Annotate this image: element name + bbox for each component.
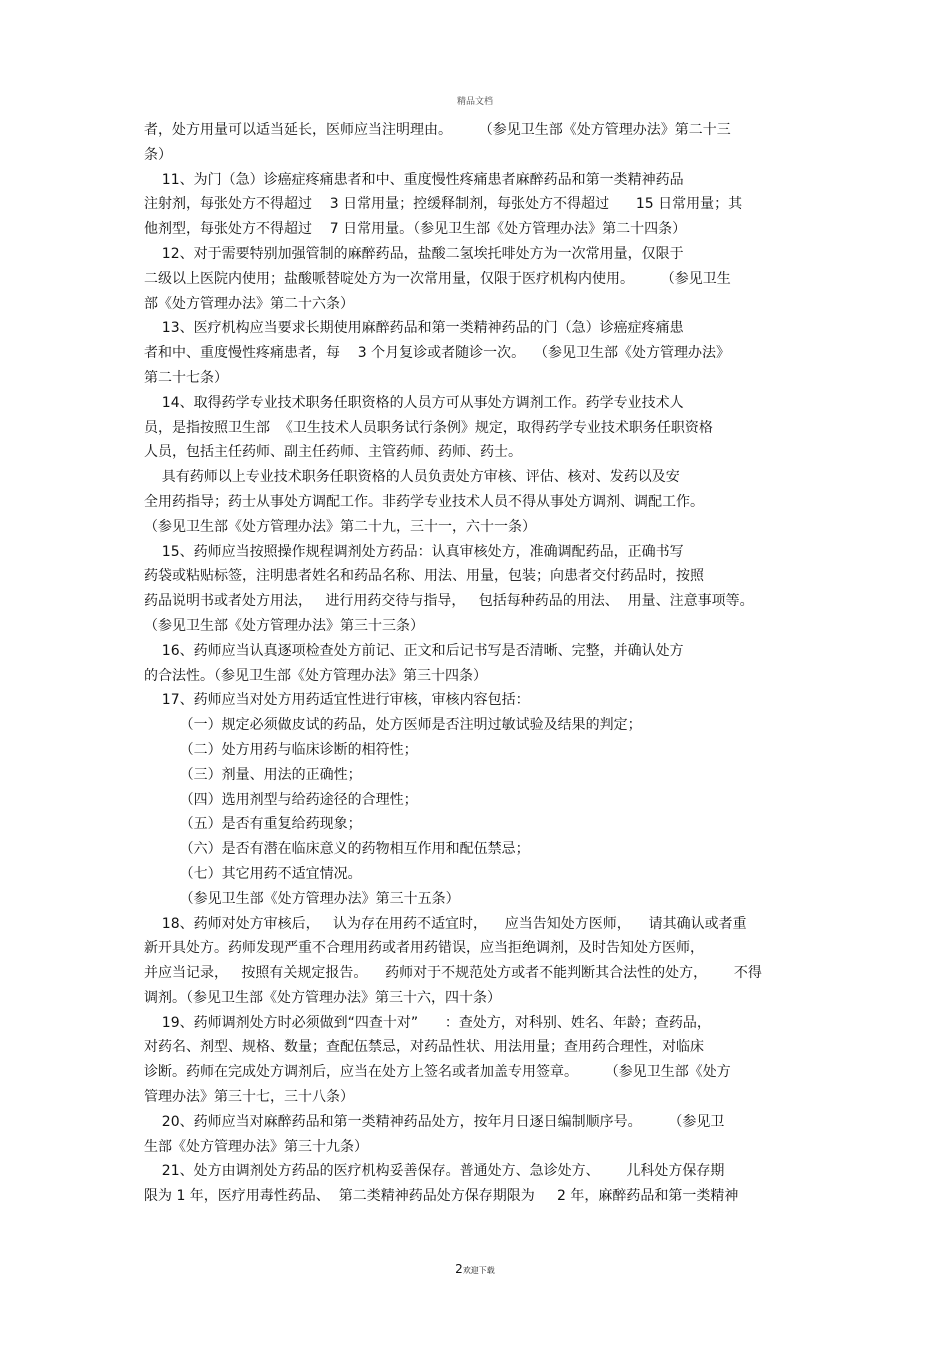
text-line: 对药名、剂型、规格、数量；查配伍禁忌，对药品性状、用法用量；查用药合理性，对临床 [144,1039,704,1056]
text-line: 的合法性。（参见卫生部《处方管理办法》第三十四条） [144,667,487,684]
text-line: 11、为门（急）诊癌症疼痛患者和中、重度慢性疼痛患者麻醉药品和第一类精神药品 [144,171,684,188]
text-line: 注射剂，每张处方不得超过 3 日常用量；控缓释制剂，每张处方不得超过 15 日常用量；其 [144,196,743,213]
text-line: 条） [144,146,172,163]
text-line: 二级以上医院内使用；盐酸哌替啶处方为一次常用量，仅限于医疗机构内使用。 （参见卫生 [144,270,731,287]
text-line: 者，处方用量可以适当延长，医师应当注明理由。 （参见卫生部《处方管理办法》第二十三 [144,122,731,138]
text-line: （参见卫生部《处方管理办法》第三十三条） [144,617,424,634]
text-line: 部《处方管理办法》第二十六条） [144,295,354,312]
text-line: （参见卫生部《处方管理办法》第二十九，三十一，六十一条） [144,518,536,535]
text-line: 具有药师以上专业技术职务任职资格的人员负责处方审核、评估、核对、发药以及安 [144,469,680,486]
text-line: 员，是指按照卫生部 《卫生技术人员职务试行条例》规定，取得药学专业技术职务任职资格 [144,419,713,436]
text-line: 药品说明书或者处方用法， 进行用药交待与指导， 包括每种药品的用法、 用量、注意事项等。 [144,593,754,610]
text-line: 人员，包括主任药师、副主任药师、主管药师、药师、药士。 [144,444,522,461]
text-line: 药袋或粘贴标签，注明患者姓名和药品名称、用法、用量，包装；向患者交付药品时，按照 [144,568,704,585]
text-line: 16、药师应当认真逐项检查处方前记、正文和后记书写是否清晰、完整，并确认处方 [144,642,684,659]
text-line: 全用药指导；药士从事处方调配工作。非药学专业技术人员不得从事处方调剂、调配工作。 [144,493,704,510]
text-line: 者和中、重度慢性疼痛患者，每 3 个月复诊或者随诊一次。 （参见卫生部《处方管理办法》 [144,345,731,362]
text-line: 12、对于需要特别加强管制的麻醉药品，盐酸二氢埃托啡处方为一次常用量，仅限于 [144,245,684,262]
text-line: （三）剂量、用法的正确性； [144,766,362,783]
page-footer [0,1262,950,1276]
text-line: 18、药师对处方审核后， 认为存在用药不适宜时， 应当告知处方医师， 请其确认或者重 [144,915,747,932]
page-number: 2 [455,1262,463,1276]
text-line: 19、药师调剂处方时必须做到“四查十对” ：查处方，对科别、姓名、年龄；查药品， [144,1014,711,1031]
text-line: （二）处方用药与临床诊断的相符性； [144,741,418,758]
text-line: 并应当记录， 按照有关规定报告。 药师对于不规范处方或者不能判断其合法性的处方， 不得 [144,965,762,982]
text-line: 生部《处方管理办法》第三十九条） [144,1138,368,1155]
text-line: 管理办法》第三十七，三十八条） [144,1089,354,1106]
text-line: 限为 1 年，医疗用毒性药品、 第二类精神药品处方保存期限为 2 年，麻醉药品和第一类精神 [144,1188,739,1205]
text-line: 他剂型，每张处方不得超过 7 日常用量。（参见卫生部《处方管理办法》第二十四条） [144,221,687,238]
text-line: 调剂。（参见卫生部《处方管理办法》第三十六，四十条） [144,989,501,1006]
text-line: （六）是否有潜在临床意义的药物相互作用和配伍禁忌； [144,841,530,858]
text-line: （四）选用剂型与给药途径的合理性； [144,791,418,808]
text-line: （五）是否有重复给药现象； [144,816,362,833]
text-line: 15、药师应当按照操作规程调剂处方药品：认真审核处方，准确调配药品，正确书写 [144,543,684,560]
text-line: 第二十七条） [144,369,228,386]
text-line: 13、医疗机构应当要求长期使用麻醉药品和第一类精神药品的门（急）诊癌症疼痛患 [144,320,684,337]
page-header: 精品文档 [456,97,493,107]
text-line: 14、取得药学专业技术职务任职资格的人员方可从事处方调剂工作。药学专业技术人 [144,394,684,411]
text-line: （七）其它用药不适宜情况。 [144,865,362,882]
text-line: 21、处方由调剂处方药品的医疗机构妥善保存。普通处方、急诊处方、 儿科处方保存期 [144,1163,725,1180]
text-line: 诊断。药师在完成处方调剂后，应当在处方上签名或者加盖专用签章。 （参见卫生部《处方 [144,1064,731,1081]
text-line: （一）规定必须做皮试的药品，处方医师是否注明过敏试验及结果的判定； [144,717,642,734]
text-line: 20、药师应当对麻醉药品和第一类精神药品处方，按年月日逐日编制顺序号。 （参见卫 [144,1113,725,1130]
document-body [144,118,806,1209]
text-line: 17、药师应当对处方用药适宜性进行审核，审核内容包括： [144,692,530,709]
text-line: 新开具处方。药师发现严重不合理用药或者用药错误，应当拒绝调剂，及时告知处方医师， [144,940,704,957]
footer-label: 欢迎下载 [462,1266,495,1275]
text-line: （参见卫生部《处方管理办法》第三十五条） [144,890,460,907]
